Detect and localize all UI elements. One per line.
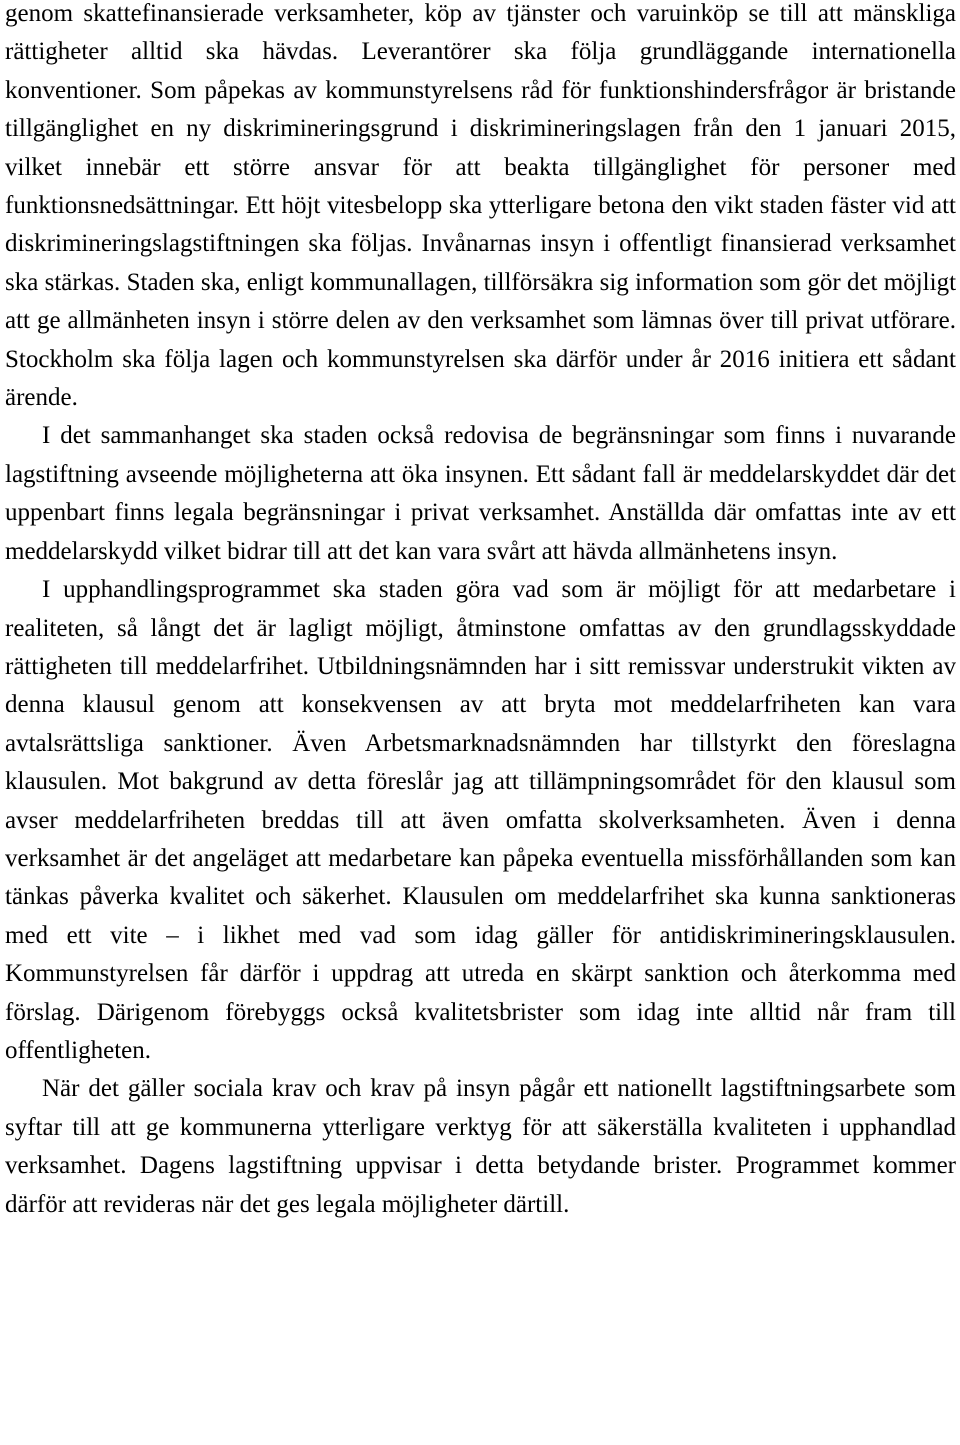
sentence: Invånarnas insyn i offentligt finansierad verksamhet ska stärkas. <box>5 230 957 296</box>
sentence: Programmet kommer därför att revideras när det ges legala möjligheter därtill. <box>5 1152 956 1218</box>
sentence: Därigenom förebyggs också kvalitetsbrister som idag inte alltid når fram till offentligheten. <box>5 998 957 1064</box>
sentence: Ett höjt vitesbelopp ska ytterligare betona den vikt staden fäster vid att diskrimineringslagstiftningen ska följas. <box>5 192 956 258</box>
sentence: När det gäller sociala krav och krav på insyn pågår ett nationellt lagstiftningsarbete som syftar till att ge kommunerna ytterligare verktyg för att säkerställa kvaliteten i upphandlad verksamhet. <box>5 1075 956 1180</box>
sentence: Staden ska, enligt kommunallagen, tillförsäkra sig information som gör det möjligt att ge allmänheten insyn i större delen av den verksamhet som lämnas över till privat utförare. <box>5 268 957 335</box>
sentence: Dagens lagstiftning uppvisar i detta betydande brister. <box>139 1152 723 1180</box>
sentence: Utbildningsnämnden har i sitt remissvar understrukit vikten av denna klausul genom att konsekvensen av att bryta mot meddelarfriheten kan vara avtalsrättsliga sanktioner. <box>5 652 956 757</box>
sentence: Även Arbetsmarknadsnämnden har tillstyrkt den föreslagna klausulen. <box>5 729 956 796</box>
paragraph <box>5 1070 956 1224</box>
paragraph <box>5 417 956 571</box>
sentence: I det sammanhanget ska staden också redovisa de begränsningar som finns i nuvarande lagstiftning avseende möjligheterna att öka insynen. <box>5 422 956 488</box>
sentence: Klausulen om meddelarfrihet ska kunna sanktioneras med ett vite – i likhet med vad som idag gäller för antidiskrimineringsklausulen. <box>5 883 956 949</box>
sentence: Mot bakgrund av detta föreslår jag att tillämpningsområdet för den klausul som avser meddelarfriheten breddas till att även omfatta skolverksamheten. <box>5 768 957 834</box>
sentence: Ett sådant fall är meddelarskyddet där det uppenbart finns legala begränsningar i privat verksamhet. <box>5 460 957 527</box>
paragraph <box>5 0 956 417</box>
sentence: Även i denna verksamhet är det angeläget att medarbetare kan påpeka eventuella missförhållanden som kan tänkas påverka kvalitet och säkerhet. <box>5 806 956 911</box>
sentence: Anställda där omfattas inte av ett meddelarskydd vilket bidrar till att det kan vara svårt att hävda allmänhetens insyn. <box>5 499 957 565</box>
sentence: I upphandlingsprogrammet ska staden göra vad som är möjligt för att medarbetare i realiteten, så långt det är lagligt möjligt, åtminstone omfattas av den grundlagsskyddade rättigheten till meddelarfrihet. <box>5 576 956 680</box>
sentence: Leverantörer ska följa grundläggande internationella konventioner. <box>5 38 956 104</box>
sentence: Kommunstyrelsen får därför i uppdrag att utreda en skärpt sanktion och återkomma med förslag. <box>5 960 956 1026</box>
paragraph <box>5 571 956 1070</box>
sentence: Som påpekas av kommunstyrelsens råd för funktionshindersfrågor är bristande tillgänglighet en ny diskrimineringsgrund i diskrimineringslagen från den 1 januari 2015, vilket innebär ett större ansvar för att beakta tillgänglighet för personer med funktionsnedsättningar. <box>5 76 956 220</box>
sentence: genom skattefinansierade verksamheter, köp av tjänster och varuinköp se till att mänskliga rättigheter alltid ska hävdas. <box>5 0 956 66</box>
sentence: Stockholm ska följa lagen och kommunstyrelsen ska därför under år 2016 initiera ett sådant ärende. <box>5 345 956 412</box>
